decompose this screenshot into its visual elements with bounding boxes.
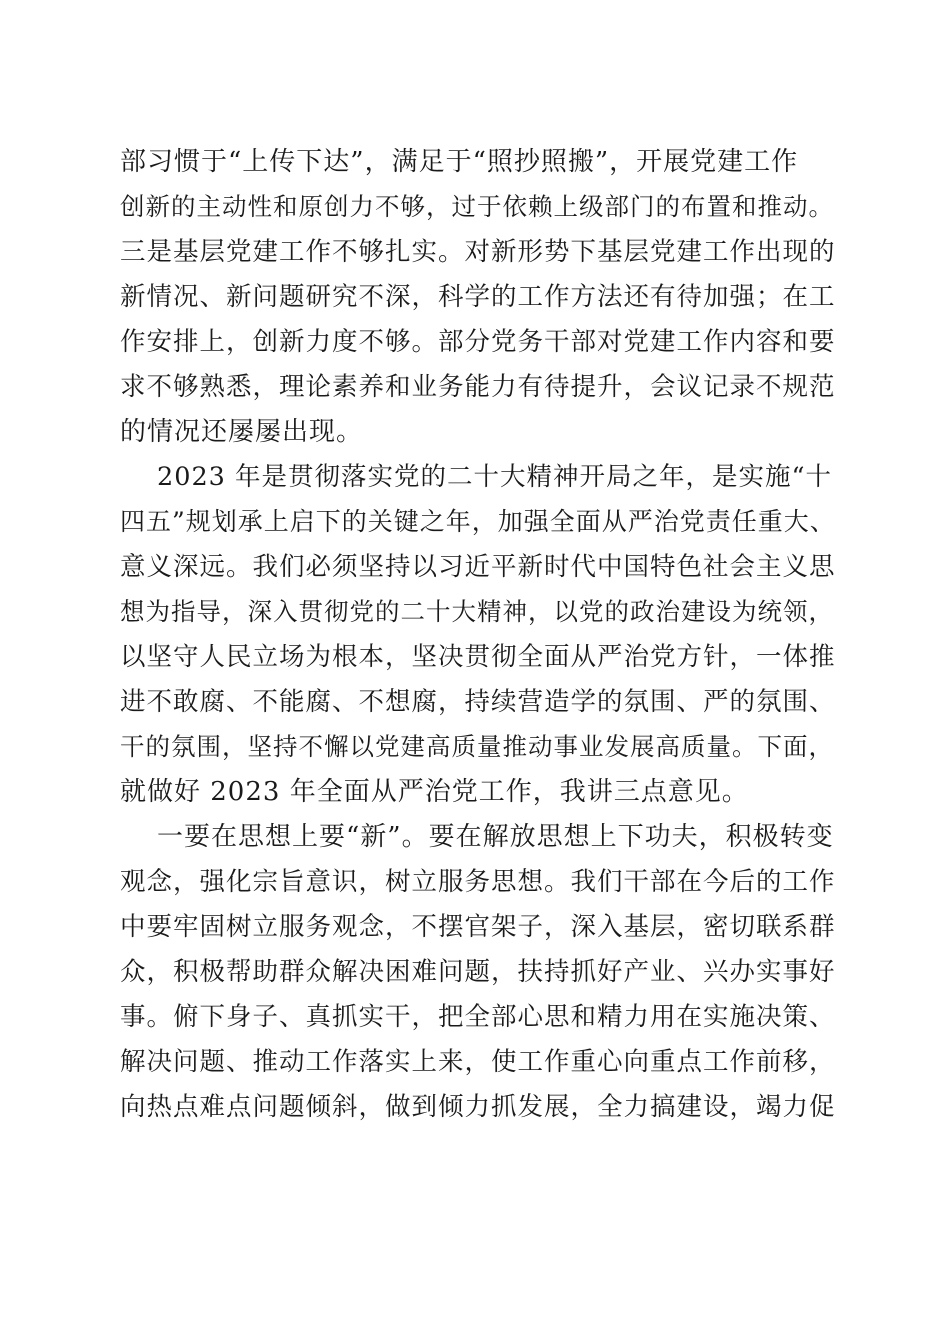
text-line: 观念，强化宗旨意识，树立服务思想。我们干部在今后的工作 [120,867,836,897]
text-line: 就做好 2023 年全面从严治党工作，我讲三点意见。 [120,777,749,807]
text-line: 求不够熟悉，理论素养和业务能力有待提升，会议记录不规范 [120,372,836,402]
text-line: 进不敢腐、不能腐、不想腐，持续营造学的氛围、严的氛围、 [120,687,836,717]
text-line: 一要在思想上要“新”。要在解放思想上下功夫，积极转变 [157,822,834,852]
text-line: 想为指导，深入贯彻党的二十大精神，以党的政治建设为统领， [120,597,834,626]
text-line: 四五”规划承上启下的关键之年，加强全面从严治党责任重大、 [120,507,836,536]
text-line: 作安排上，创新力度不够。部分党务干部对党建工作内容和要 [120,327,836,357]
text-line: 2023 年是贯彻落实党的二十大精神开局之年，是实施“十 [157,462,833,492]
text-line: 向热点难点问题倾斜，做到倾力抓发展，全力搞建设，竭力促 [120,1092,836,1122]
text-line: 三是基层党建工作不够扎实。对新形势下基层党建工作出现的 [120,237,836,267]
text-line: 部习惯于“上传下达”，满足于“照抄照搬”，开展党建工作 [120,147,799,177]
text-line: 事。俯下身子、真抓实干，把全部心思和精力用在实施决策、 [120,1002,836,1032]
text-line: 干的氛围，坚持不懈以党建高质量推动事业发展高质量。下面， [120,732,834,761]
text-line: 以坚守人民立场为根本，坚决贯彻全面从严治党方针，一体推 [120,642,836,672]
text-line: 意义深远。我们必须坚持以习近平新时代中国特色社会主义思 [120,552,836,582]
text-line: 中要牢固树立服务观念，不摆官架子，深入基层，密切联系群 [120,912,836,942]
text-line: 新情况、新问题研究不深，科学的工作方法还有待加强；在工 [120,282,836,312]
text-line: 创新的主动性和原创力不够，过于依赖上级部门的布置和推动。 [120,192,834,221]
text-line: 的情况还屡屡出现。 [120,417,364,447]
text-line: 解决问题、推动工作落实上来，使工作重心向重点工作前移， [120,1047,836,1077]
text-line: 众，积极帮助群众解决困难问题，扶持抓好产业、兴办实事好 [120,957,836,987]
